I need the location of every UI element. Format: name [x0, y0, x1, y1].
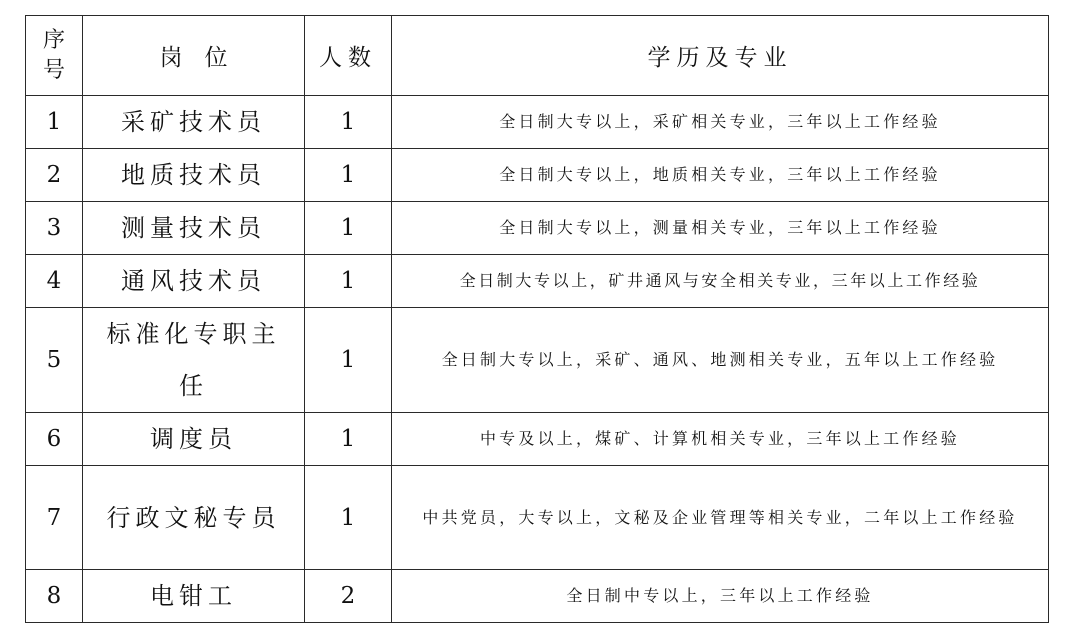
- row-position: 地质技术员: [121, 161, 266, 189]
- row-position: 电钳工: [150, 582, 237, 610]
- cell-count: [305, 255, 392, 308]
- header-cell-position: [83, 16, 305, 96]
- row-count: 1: [340, 268, 356, 294]
- header-position: 岗位: [159, 45, 250, 71]
- table-row: [26, 149, 1049, 202]
- row-count: 1: [340, 109, 356, 135]
- cell-requirement: [392, 202, 1049, 255]
- cell-count: [305, 570, 392, 623]
- row-requirement: 中专及以上，煤矿、计算机相关专业，三年以上工作经验: [479, 429, 960, 448]
- row-position: 行政文秘专员: [106, 503, 281, 532]
- cell-requirement: [392, 255, 1049, 308]
- table-row: [26, 570, 1049, 623]
- table-row: [26, 202, 1049, 255]
- table-row: [26, 255, 1049, 308]
- row-count: 2: [340, 583, 356, 609]
- cell-no: [26, 255, 83, 308]
- cell-requirement: [392, 466, 1049, 570]
- cell-no: [26, 413, 83, 466]
- cell-position: [83, 308, 305, 413]
- row-count: 1: [340, 215, 356, 241]
- cell-requirement: [392, 308, 1049, 413]
- table-row: [26, 413, 1049, 466]
- header-requirement: 学历及专业: [647, 45, 793, 71]
- row-position: 通风技术员: [121, 267, 266, 295]
- cell-requirement: [392, 413, 1049, 466]
- row-position: 标准化专职主任: [106, 320, 281, 400]
- header-count: 人数: [319, 45, 377, 71]
- row-position: 采矿技术员: [121, 108, 266, 136]
- cell-position: [83, 202, 305, 255]
- row-requirement: 全日制中专以上，三年以上工作经验: [566, 586, 874, 605]
- header-cell-no: [26, 16, 83, 96]
- header-cell-requirement: [392, 16, 1049, 96]
- cell-count: [305, 308, 392, 413]
- cell-no: [26, 308, 83, 413]
- cell-count: [305, 96, 392, 149]
- cell-no: [26, 570, 83, 623]
- row-requirement: 中共党员，大专以上，文秘及企业管理等相关专业，二年以上工作经验: [422, 507, 1018, 527]
- cell-no: [26, 202, 83, 255]
- row-requirement: 全日制大专以上，地质相关专业，三年以上工作经验: [499, 165, 941, 184]
- row-requirement: 全日制大专以上，采矿、通风、地测相关专业，五年以上工作经验: [441, 350, 999, 369]
- cell-position: [83, 149, 305, 202]
- cell-requirement: [392, 570, 1049, 623]
- row-no: 1: [46, 109, 62, 135]
- row-no: 5: [46, 347, 62, 373]
- cell-position: [83, 413, 305, 466]
- header-cell-count: [305, 16, 392, 96]
- cell-position: [83, 96, 305, 149]
- cell-no: [26, 466, 83, 570]
- row-count: 1: [340, 347, 356, 373]
- table-header-row: [26, 16, 1049, 96]
- cell-requirement: [392, 96, 1049, 149]
- cell-position: [83, 255, 305, 308]
- row-count: 1: [340, 162, 356, 188]
- cell-requirement: [392, 149, 1049, 202]
- cell-count: [305, 202, 392, 255]
- cell-no: [26, 96, 83, 149]
- cell-no: [26, 149, 83, 202]
- cell-position: [83, 570, 305, 623]
- cell-count: [305, 413, 392, 466]
- row-no: 3: [46, 215, 62, 241]
- row-requirement: 全日制大专以上，矿井通风与安全相关专业，三年以上工作经验: [459, 271, 981, 290]
- row-no: 2: [46, 162, 62, 188]
- cell-position: [83, 466, 305, 570]
- header-no: 序号: [42, 27, 65, 83]
- row-no: 8: [46, 583, 62, 609]
- cell-count: [305, 466, 392, 570]
- row-requirement: 全日制大专以上，采矿相关专业，三年以上工作经验: [499, 112, 941, 131]
- row-requirement: 全日制大专以上，测量相关专业，三年以上工作经验: [499, 218, 941, 237]
- row-count: 1: [340, 504, 356, 531]
- cell-count: [305, 149, 392, 202]
- row-no: 6: [46, 426, 62, 452]
- row-no: 7: [46, 504, 62, 531]
- row-position: 测量技术员: [121, 214, 266, 242]
- row-position: 调度员: [150, 425, 237, 453]
- table-row: [26, 466, 1049, 570]
- row-no: 4: [46, 268, 62, 294]
- table-row: [26, 308, 1049, 413]
- row-count: 1: [340, 426, 356, 452]
- recruitment-table: [25, 15, 1049, 623]
- table-row: [26, 96, 1049, 149]
